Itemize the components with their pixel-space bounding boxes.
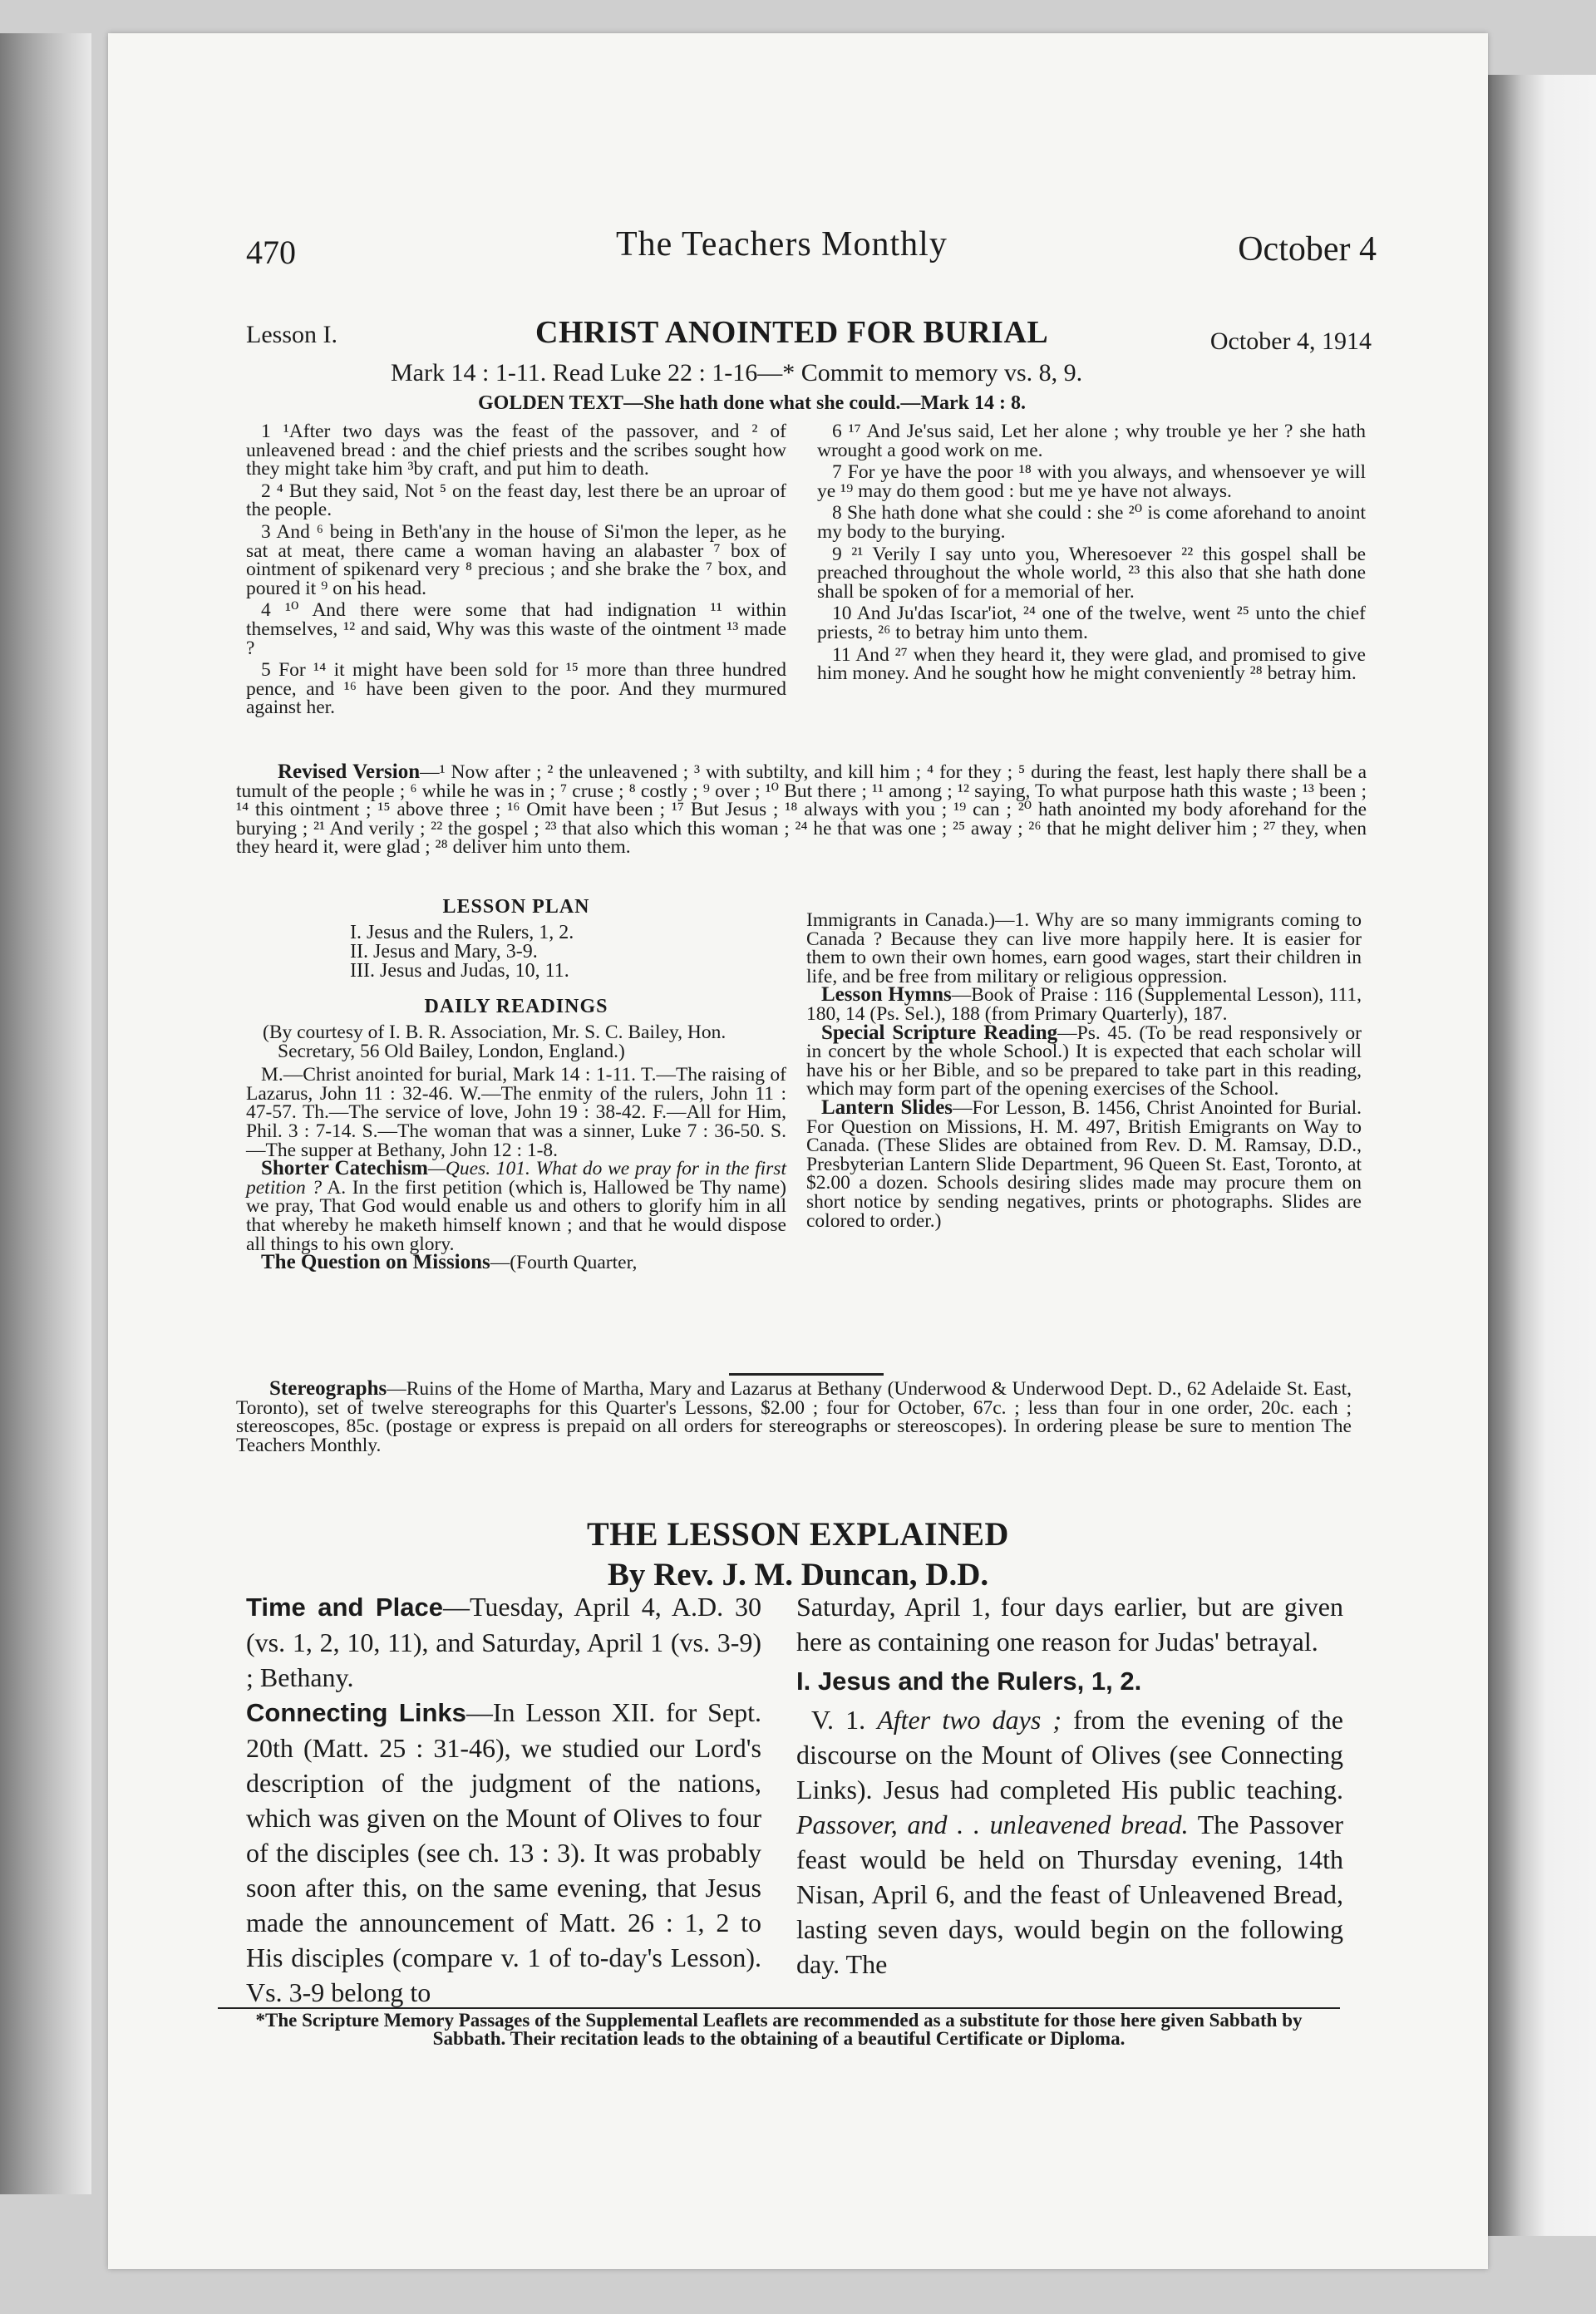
notes-column-right [806, 911, 1362, 1230]
footnote-rule [218, 2007, 1340, 2009]
lesson-heading [246, 314, 1377, 364]
scripture-column-left [246, 422, 786, 721]
explanation-column-right [796, 1589, 1343, 1982]
verse: 5 For ¹⁴ it might have been sold for ¹⁵ more than three hundred pence, and ¹⁶ have been given to the poor. And they murmured against her. [246, 659, 786, 719]
section-divider [729, 1373, 884, 1376]
subsection-heading: I. Jesus and the Rulers, 1, 2. [796, 1667, 1142, 1696]
book-edge-right [1488, 75, 1596, 2236]
special-reading-label: Special Scripture Reading [821, 1021, 1058, 1044]
time-place-text: —Tuesday, April 4, A.D. 30 (vs. 1, 2, 10, 11), and Saturday, April 1 (vs. 3-9) ; Bethany. [246, 1592, 761, 1692]
verse: 1 ¹After two days was the feast of the passover, and ² of unleavened bread : and the chief priests and the scribes sought how they might take him ³by craft, and put him to death. [246, 421, 786, 480]
special-reading-text: —Ps. 45. (To be read responsively or in concert by the whole School.) It is expected that each scholar will have his or her Bible, and so be prepared to take part in this reading, which may form part of the opening exercises of the School. [806, 1022, 1362, 1100]
revised-version-notes [236, 763, 1367, 857]
shorter-catechism [246, 1159, 786, 1253]
catechism-label: Shorter Catechism [261, 1157, 429, 1180]
section-title: THE LESSON EXPLAINED [587, 1515, 1009, 1553]
missions-text-start: —(Fourth Quarter, [490, 1252, 638, 1274]
verse: 11 And ²⁷ when they heard it, they were glad, and promised to give him money. And he sought how he might conveniently ²⁸ betray him. [817, 643, 1366, 685]
links-label: Connecting Links [246, 1698, 466, 1727]
header-date: October 4 [1238, 230, 1377, 268]
verse: 4 ¹⁰ And there were some that had indignation ¹¹ within themselves, ¹² and said, Why was this waste of the ointment ¹³ made ? [246, 599, 786, 659]
journal-title: The Teachers Monthly [616, 225, 948, 263]
daily-readings-courtesy: (By courtesy of I. B. R. Association, Mr. S. C. Bailey, Hon. Secretary, 56 Old Bailey, London, England.) [263, 1022, 727, 1062]
hymns-text: —Book of Praise : 116 (Supplemental Lesson), 111, 180, 14 (Ps. Sel.), 188 (from Primary Quarterly), 187. [806, 984, 1362, 1025]
verse: 10 And Ju'das Iscar'iot, ²⁴ one of the twelve, went ²⁵ unto the chief priests, ²⁶ to betray him unto them. [817, 603, 1366, 643]
lesson-passage: Mark 14 : 1-11. Read Luke 22 : 1-16—* Commit to memory vs. 8, 9. [391, 359, 1083, 386]
explanation-column-left [246, 1589, 761, 2010]
missions-label: The Question on Missions [261, 1251, 490, 1274]
missions-continuation: Immigrants in Canada.)—1. Why are so many immigrants coming to Canada ? Because they can live more happily here. It is easier for them to own their own homes, earn good wages, start their children in life, and be free from military or religious oppression. [806, 909, 1362, 987]
book-binding-left [0, 33, 91, 2194]
revised-version-text: —¹ Now after ; ² the unleavened ; ³ with subtilty, and kill him ; ⁴ for they ; ⁵ during the feast, lest haply there shall be a tumult of the people ; ⁶ while he was in ; ⁷ cruse ; ⁸ costly ; ⁹ over ; ¹⁰ But there ; ¹¹ among ; ¹² saying, To what purpose hath this waste ; ¹³ been ; ¹⁴ this ointment ; ¹⁵ above three ; ¹⁶ Omit have been ; ¹⁷ But Jesus ; ¹⁸ always with you ; ¹⁹ can ; ²⁰ hath anointed my body aforehand for the burying ; ²¹ And verily ; ²² the gospel ; ²³ that also which this woman ; ²⁴ he that was one ; ²⁵ away ; ²⁶ that he might deliver him ; ²⁷ they, when they heard it, were glad ; ²⁸ deliver him unto them. [236, 761, 1367, 859]
lesson-plan-item: II. Jesus and Mary, 3-9. [350, 941, 538, 963]
section-author: By Rev. J. M. Duncan, D.D. [607, 1557, 989, 1593]
lesson-plan-heading: LESSON PLAN [442, 896, 590, 918]
lesson-date: October 4, 1914 [1209, 327, 1372, 355]
lesson-title: CHRIST ANOINTED FOR BURIAL [535, 315, 1049, 350]
stereographs-text: —Ruins of the Home of Martha, Mary and Lazarus at Bethany (Underwood & Underwood Dept. D., 62 Adelaide St. East, Toronto), set of twelve stereographs for this Quarter's Lessons, $2.00 ; four for October, 67c. ; less than four in one order, 20c. each ; stereoscopes, 85c. (postage or express is prepaid on all orders for stereographs or stereoscopes). In ordering please be sure to mention The Teachers Monthly. [236, 1378, 1352, 1456]
revised-version-label: Revised Version [278, 761, 421, 783]
time-place-label: Time and Place [246, 1593, 443, 1622]
verse: 8 She hath done what she could : she ²⁰ is come aforehand to anoint my body to the burying. [817, 502, 1366, 543]
verse-ref: V. 1. [811, 1705, 878, 1735]
verse: 9 ²¹ Verily I say unto you, Wheresoever ²² this gospel shall be preached throughout the whole world, ²³ this also that she hath done shall be spoken of for a memorial of her. [817, 543, 1366, 603]
footnote: *The Scripture Memory Passages of the Supplemental Leaflets are recommended as a substitute for those here given Sabbath by Sabbath. Their recitation leads to the obtaining of a beautiful Certificate or Diploma. [255, 2010, 1303, 2049]
time-and-place [246, 1589, 761, 1695]
verse: 2 ⁴ But they said, Not ⁵ on the feast day, lest there be an uproar of the people. [246, 480, 786, 521]
verse-quote: After two days ; [877, 1705, 1062, 1735]
lantern-slides [806, 1095, 1362, 1232]
missions-question [246, 1253, 786, 1273]
special-scripture-reading [806, 1021, 1362, 1100]
catechism-question: —Ques. 101. What do we pray for in the first petition ? [246, 1158, 786, 1199]
lesson-plan-item: I. Jesus and the Rulers, 1, 2. [350, 922, 574, 943]
connecting-links [246, 1695, 761, 2010]
lesson-plan-column [246, 896, 786, 1273]
catechism-answer: A. In the first petition (which is, Hallowed be Thy name) we pray, That God would enable us and others to glorify him in all that whereby he maketh himself known ; and that he would dispose all things to his own glory. [246, 1176, 787, 1255]
lesson-plan-item: III. Jesus and Judas, 10, 11. [350, 960, 569, 982]
lesson-label: Lesson I. [246, 321, 337, 348]
verse: 6 ¹⁷ And Je'sus said, Let her alone ; why trouble ye her ? she hath wrought a good work on me. [817, 421, 1366, 461]
verse: 7 For ye have the poor ¹⁸ with you always, and whensoever ye will ye ¹⁹ may do them good : but me ye have not always. [817, 461, 1366, 502]
verse-comment: from the evening of the discourse on the Mount of Olives (see Connecting Links). Jesus had completed His public teaching. [796, 1705, 1344, 1804]
links-text: —In Lesson XII. for Sept. 20th (Matt. 25 : 31-46), we studied our Lord's description of the judgment of the nations, which was given on the Mount of Olives to four of the disciples (see ch. 13 : 3). It was probably soon after this, on the same evening, that Jesus made the announcement of Matt. 26 : 1, 2 to His disciples (compare v. 1 of to-day's Lesson). Vs. 3-9 belong to [246, 1697, 761, 2007]
daily-readings-text: M.—Christ anointed for burial, Mark 14 : 1-11. T.—The raising of Lazarus, John 11 : 32-46. W.—The enmity of the rulers, John 11 : 47-57. Th.—The service of love, John 19 : 38-42. F.—All for Him, Phil. 3 : 7-14. S.—The woman that was a sinner, Luke 7 : 36-50. S.—The supper at Bethany, John 12 : 1-8. [246, 1064, 786, 1161]
hymns-label: Lesson Hymns [821, 983, 952, 1007]
scripture-column-right [817, 422, 1366, 687]
lantern-text: —For Lesson, B. 1456, Christ Anointed for Burial. For Question on Missions, H. M. 497, British Emigrants on Way to Canada. (These Slides are obtained from Rev. D. M. Ramsay, D.D., Presbyterian Lantern Slide Department, 96 Queen St. East, Toronto, at $2.00 a dozen. Schools desiring slides made may procure them on short notice by sending negatives, prints or photographs. Slides are colored to order.) [806, 1096, 1362, 1232]
stereographs-label: Stereographs [269, 1377, 387, 1400]
lantern-label: Lantern Slides [821, 1095, 953, 1119]
golden-text: GOLDEN TEXT—She hath done what she could.—Mark 14 : 8. [478, 392, 1026, 414]
stereographs-notice [236, 1377, 1352, 1456]
verse: 3 And ⁶ being in Beth'any in the house of Si'mon the leper, as he sat at meat, there came a woman having an alabaster ⁷ box of ointment of spikenard very ⁸ precious ; and she brake the ⁷ box, and poured it ⁹ on his head. [246, 520, 786, 599]
page-number: 470 [246, 234, 296, 271]
verse-quote: Passover, and . . unleavened bread. [796, 1809, 1189, 1839]
verse-commentary [796, 1702, 1343, 1982]
lesson-hymns [806, 983, 1362, 1025]
intro-continuation: Saturday, April 1, four days earlier, but are given here as containing one reason for Judas' betrayal. [796, 1592, 1343, 1657]
verse-comment: The Passover feast would be held on Thursday evening, 14th Nisan, April 6, and the feast of Unleavened Bread, lasting seven days, would begin on the following day. The [796, 1809, 1344, 1979]
running-header [246, 218, 1377, 271]
daily-readings-heading: DAILY READINGS [424, 996, 608, 1017]
